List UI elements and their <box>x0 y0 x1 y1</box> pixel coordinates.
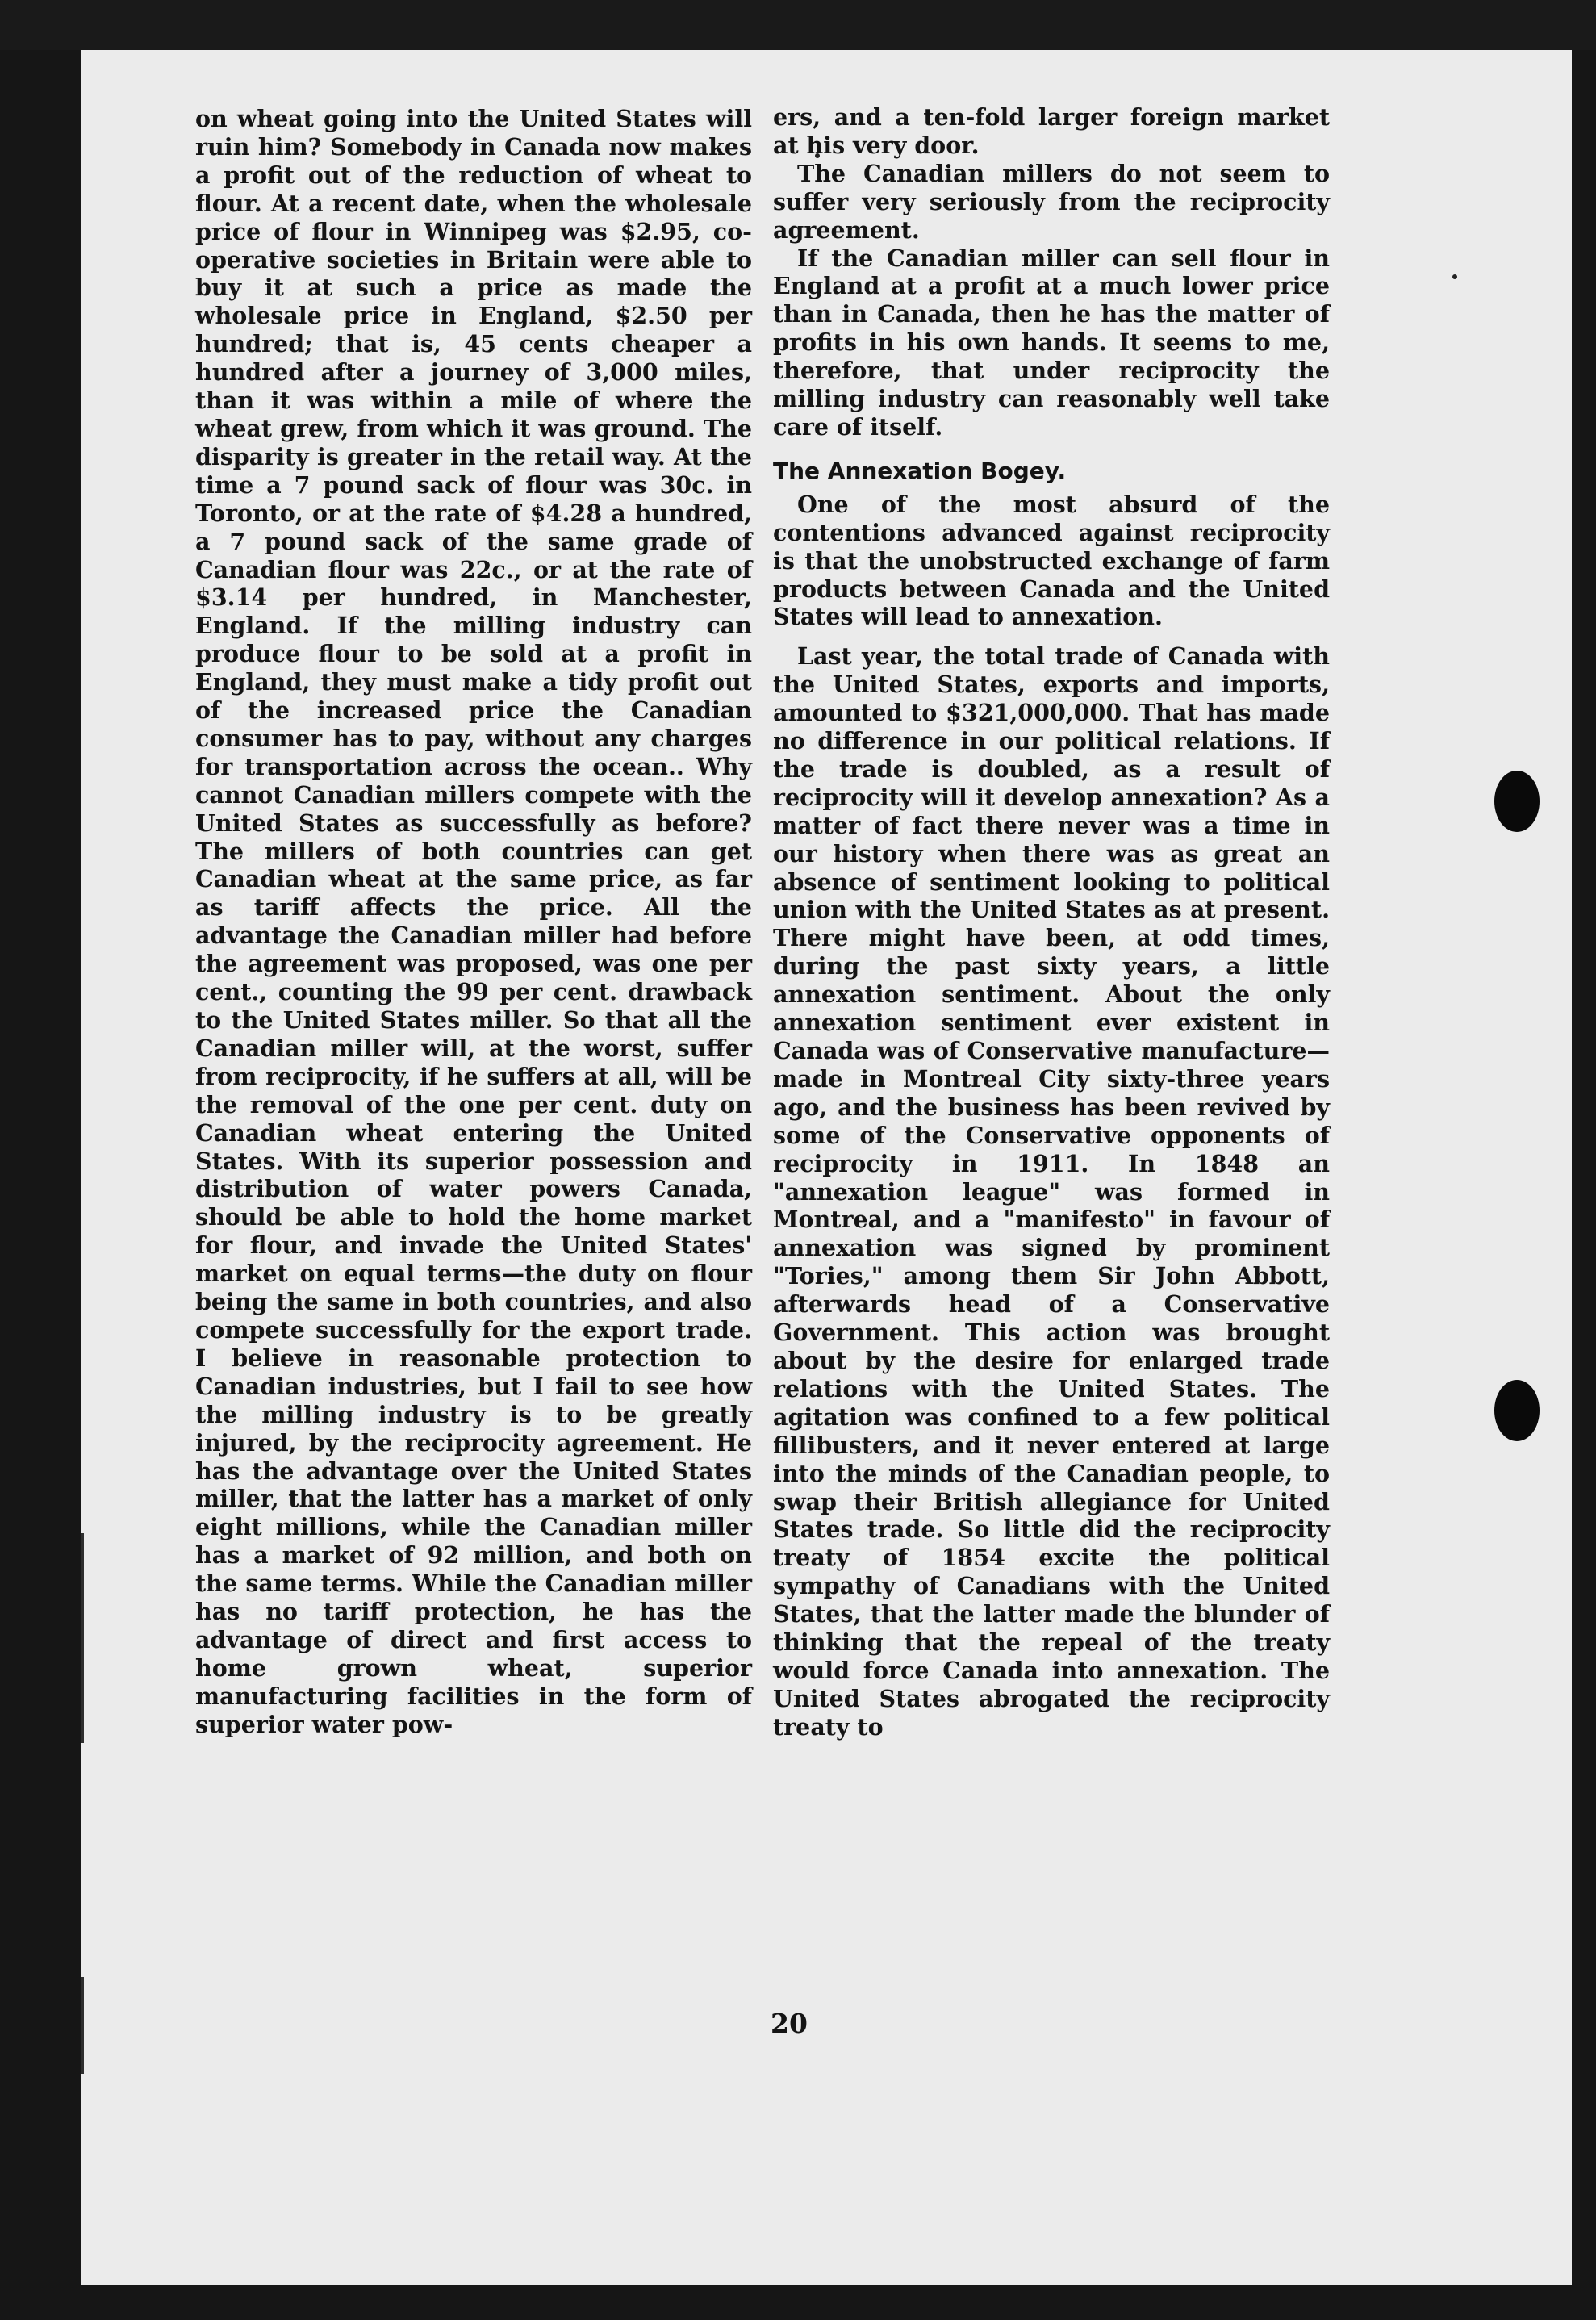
punch-hole <box>1494 771 1540 832</box>
paragraph: The Canadian millers do not seem to suffer very seriously from the reciprocity agreement. <box>773 159 1330 244</box>
left-column <box>195 105 752 1739</box>
left-column-text: on wheat going into the United States will ruin him? Somebody in Canada now makes a profit out of the reduction of wheat to flour. At a recent date, when the wholesale price of flour in Winnipeg was $2.95, co-operative societies in Britain were able to buy it at such a price as made the wholesale price in England, $2.50 per hundred; that is, 45 cents cheaper a hundred after a journey of 3,000 miles, than it was within a mile of where the wheat grew, from which it was ground. The disparity is greater in the retail way. At the time a 7 pound sack of flour was 30c. in Toronto, or at the rate of $4.28 a hundred, a 7 pound sack of the same grade of Canadian flour was 22c., or at the rate of $3.14 per hundred, in Manchester, England. If the milling industry can produce flour to be sold at a profit in England, they must make a tidy profit out of the increased price the Canadian consumer has to pay, without any charges for transportation across the ocean.. Why cannot Canadian millers compete with the United States as successfully as before? The millers of both countries can get Canadian wheat at the same price, as far as tariff affects the price. All the advantage the Canadian miller had before the agreement was proposed, was one per cent., counting the 99 per cent. drawback to the United States miller. So that all the Canadian miller will, at the worst, suffer from reciprocity, if he suffers at all, will be the removal of the one per cent. duty on Canadian wheat entering the United States. With its superior possession and distribution of water powers Canada, should be able to hold the home market for flour, and invade the United States' market on equal terms—the duty on flour being the same in both countries, and also compete successfully for the export trade. I believe in reasonable protection to Canadian industries, but I fail to see how the milling industry is to be greatly injured, by the reciprocity agreement. He has the advantage over the United States miller, that the latter has a market of only eight millions, while the Canadian miller has a market of 92 million, and both on the same terms. While the Canadian miller has no tariff protection, he has the advantage of direct and first access to home grown wheat, superior manufacturing facilities in the form of superior water pow- <box>195 105 752 1738</box>
binding-mark <box>81 1533 84 1743</box>
speck <box>1452 274 1457 279</box>
paragraph: ers, and a ten-fold larger foreign market at his very door. <box>773 103 1330 159</box>
scan-top-edge <box>0 0 1596 50</box>
paragraph: One of the most absurd of the contentions advanced against reciprocity is that the unobstructed exchange of farm products between Canada and the United States will lead to annexation. <box>773 490 1330 631</box>
paragraph: If the Canadian miller can sell flour in England at a profit at a much lower price than in Canada, then he has the matter of profits in his own hands. It seems to me, therefore, that under reciprocity the milling industry can reasonably well take care of itself. <box>773 244 1330 441</box>
punch-hole <box>1494 1380 1540 1441</box>
binding-mark <box>81 1977 84 2074</box>
page-number: 20 <box>771 2008 808 2039</box>
right-column <box>773 103 1330 1741</box>
section-heading: The Annexation Bogey. <box>773 457 1067 484</box>
paragraph: Last year, the total trade of Canada with the United States, exports and imports, amounted to $321,000,000. That has made no difference in our political relations. If the trade is doubled, as a result of reciprocity will it develop annexation? As a matter of fact there never was a time in our history when there was as great an absence of sentiment looking to political union with the United States as at present. There might have been, at odd times, during the past sixty years, a little annexation sentiment. About the only annexation sentiment ever existent in Canada was of Conservative manufacture—made in Montreal City sixty-three years ago, and the business has been revived by some of the Conservative opponents of reciprocity in 1911. In 1848 an "annexation league" was formed in Montreal, and a "manifesto" in favour of annexation was signed by prominent "Tories," among them Sir John Abbott, afterwards head of a Conservative Government. This action was brought about by the desire for enlarged trade relations with the United States. The agitation was confined to a few political fillibusters, and it never entered at large into the minds of the Canadian people, to swap their British allegiance for United States trade. So little did the reciprocity treaty of 1854 excite the political sympathy of Canadians with the United States, that the latter made the blunder of thinking that the repeal of the treaty would force Canada into annexation. The United States abrogated the reciprocity treaty to <box>773 642 1330 1741</box>
